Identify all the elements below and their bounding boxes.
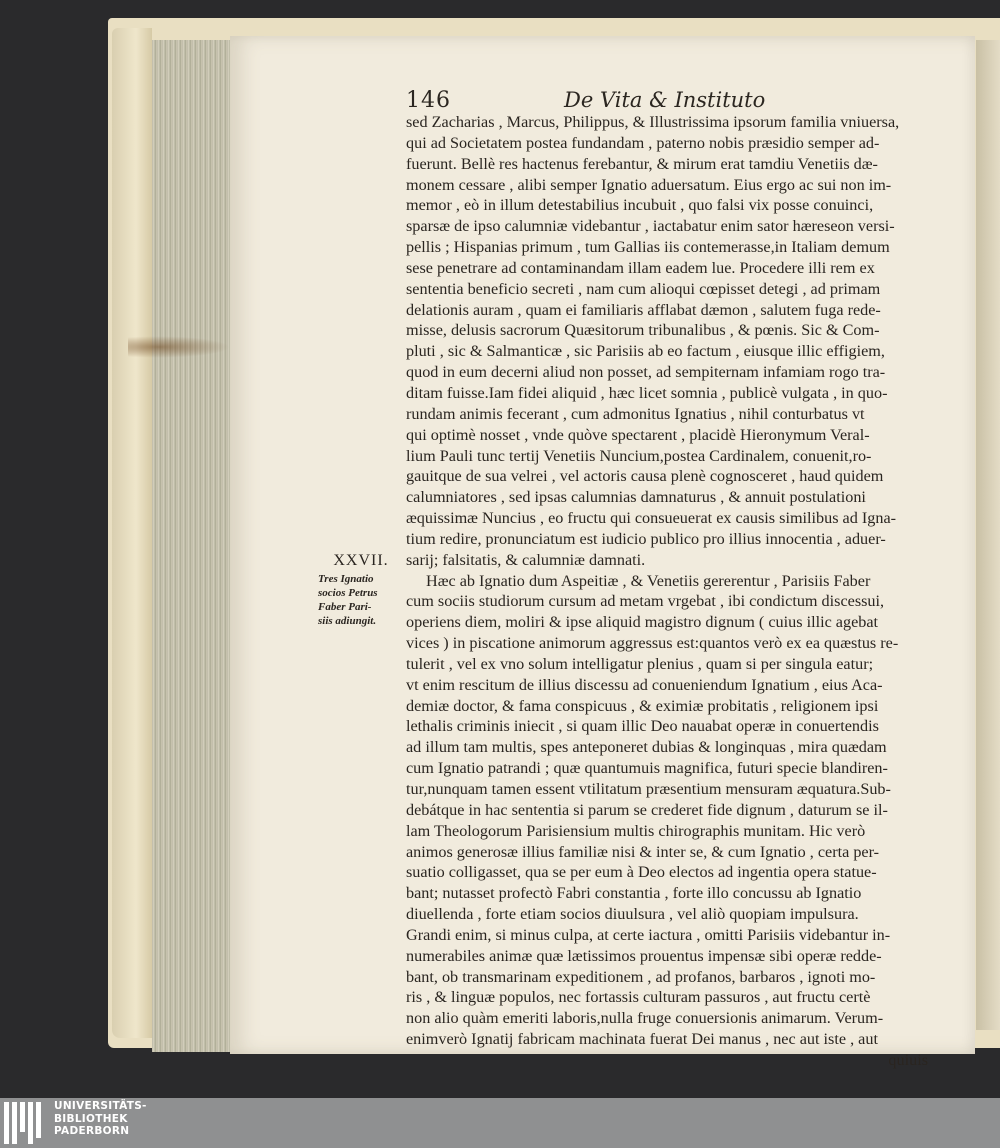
text-line: debátque in hac sententia si parum se crederet fide dignum , daturum se il-: [406, 800, 888, 819]
text-line: operiens diem, moliri & ipse aliquid magistro dignum ( cuius illic agebat: [406, 613, 879, 632]
text-line: bant, ob transmarinam expeditionem , ad profanos, barbaros , ignoti mo-: [406, 967, 876, 986]
text-line: tium redire, pronunciatum est iudicio publico pro illius innocentia , aduer-: [406, 529, 886, 548]
text-line: cum Ignatio patrandi ; quæ quantumuis magnifica, futuri specie blandiren-: [406, 759, 888, 778]
text-line: enimverò Ignatij fabricam machinata fuerat Dei manus , nec aut iste , aut: [406, 1030, 878, 1049]
text-line: misse, delusis sacrorum Quæsitorum tribunalibus , & pœnis. Sic & Com-: [406, 321, 880, 340]
text-line: sarij; falsitatis, & calumniæ damnati.: [406, 550, 646, 569]
text-line: bant; nutasset profectò Fabri constantia , forte illo concussu ab Ignatio: [406, 884, 862, 903]
text-line: numerabiles animæ quæ lætissimos prouentus impensæ sibi operæ redde-: [406, 946, 882, 965]
text-line: suatio colligasset, qua se per eum à Deo electos ad ingentia opera statue-: [406, 863, 877, 882]
library-logo-line: BIBLIOTHEK: [54, 1112, 128, 1125]
text-line: lam Theologorum Parisiensium multis chirographis munitam. Hic verò: [406, 821, 866, 840]
margin-note-line: siis adiungit.: [318, 615, 377, 627]
body-text: [406, 112, 928, 1071]
text-line: qui ad Societatem postea fundandam , paterno nobis præsidio semper ad-: [406, 133, 880, 152]
library-footer: [0, 1098, 1000, 1148]
text-line: sparsæ de ipso calumniæ videbantur , iactabatur enim sator hæreseon versi-: [406, 217, 895, 236]
library-logo-line: PADERBORN: [54, 1125, 130, 1137]
catchword: quiuis: [888, 1050, 928, 1069]
text-line: cum sociis studiorum cursum ad metam vrgebat , ibi condictum discessui,: [406, 592, 885, 611]
page-stain: [128, 336, 230, 358]
text-line: fuerunt. Bellè res hactenus ferebantur, & mirum erat tamdiu Venetiis dæ-: [406, 154, 878, 173]
page-number: 146: [406, 88, 451, 113]
text-line: monem cessare , alibi semper Ignatio aduersatum. Eius ergo ac sui non im-: [406, 175, 892, 194]
text-line: calumniatores , sed ipsas calumnias damnaturus , & annuit postulationi: [406, 488, 866, 507]
text-line: pellis ; Hispanias primum , tum Gallias iis contemerasse,in Italiam demum: [406, 238, 890, 257]
text-line: ad illum tam multis, spes anteponeret dubias & longinquas , mira quædam: [406, 738, 887, 757]
text-line: sed Zacharias , Marcus, Philippus, & Illustrissima ipsorum familia vniuersa,: [406, 113, 900, 131]
text-line: pluti , sic & Salmanticæ , sic Parisiis ab eo factum , eiusque illic effigiem,: [406, 342, 885, 361]
text-line: qui optimè nosset , vnde quòve spectarent , placidè Hieronymum Veral-: [406, 425, 870, 444]
vellum-cover-edge: [112, 28, 152, 1038]
text-line: delationis auram , quam ei familiaris afflabat dæmon , salutem fuga rede-: [406, 300, 881, 319]
margin-note: [318, 552, 404, 628]
text-line: diuellenda , forte etiam socios diuulsura , vel aliò quopiam impulsura.: [406, 905, 859, 924]
text-line: quod in eum decerni aliud non posset, ad sempiternam infamiam rogo tra-: [406, 363, 886, 382]
text-line: ditam fuisse.Iam fidei aliquid , hæc licet somnia , publicè vulgata , in quo-: [406, 383, 888, 402]
text-line: tur,nunquam tamen essent vtilitatum præsentium mensuram æquatura.Sub-: [406, 780, 891, 798]
text-line: Grandi enim, si minus culpa, at certe iactura , omitti Parisiis videbantur in-: [406, 925, 891, 944]
text-line: lium Pauli tunc tertij Venetiis Nuncium,postea Cardinalem, conuenit,ro-: [406, 446, 872, 465]
margin-note-line: socios Petrus: [318, 587, 378, 599]
text-line: tulerit , vel ex vno solum intelligatur plenius , quam si per singula eatur;: [406, 654, 874, 673]
library-logo-text: [54, 1100, 147, 1138]
text-line: animos generosæ illius familiæ nisi & inter se, & cum Ignatio , certa per-: [406, 842, 880, 861]
text-line: vt enim rescitum de illius discessu ad conueniendum Ignatium , eius Aca-: [406, 675, 883, 694]
text-line: sententia beneficio secreti , nam cum alioqui cœpisset detegi , ad primam: [406, 279, 881, 298]
text-line: Hæc ab Ignatio dum Aspeitiæ , & Venetiis gererentur , Parisiis Faber: [426, 571, 871, 590]
text-line: demiæ doctor, & fama conspicuus , & eximiæ probitatis , religionem ipsi: [406, 696, 879, 715]
text-line: vices ) in piscatione animorum aggressus est:quantos verò ex ea quæstus re-: [406, 634, 899, 653]
text-line: lethalis criminis iniecit , si quam illic Deo nauabat operæ in conuertendis: [406, 717, 879, 736]
text-line: ris , & linguæ populos, nec fortassis culturam passuros , aut fructu certè: [406, 988, 871, 1007]
text-line: rundam animis fecerant , cum admonitus Ignatius , nihil conturbatus vt: [406, 404, 865, 423]
library-logo-line: UNIVERSITÄTS-: [54, 1100, 147, 1112]
text-line: gauitque de sua velrei , vel actoris causa plenè cognosceret , haud quidem: [406, 467, 884, 486]
text-line: sese penetrare ad contaminandam illam eadem lue. Procedere illi rem ex: [406, 258, 875, 277]
text-line: æquissimæ Nuncius , eo fructu qui consueuerat ex causis similibus ad Igna-: [406, 509, 897, 528]
margin-note-number: XXVII.: [333, 552, 389, 569]
text-line: memor , eò in illum detestabilius incubuit , quo falsi vix posse conuinci,: [406, 196, 874, 215]
page-edges: [152, 40, 238, 1052]
text-line: non alio quàm emeriti laboris,nulla fruge conuersionis animarum. Verum-: [406, 1009, 884, 1028]
margin-note-line: Tres Ignatio: [318, 573, 374, 585]
running-title: De Vita & Instituto: [564, 88, 766, 112]
facing-page-edge: [976, 40, 1000, 1030]
margin-note-line: Faber Pari-: [318, 601, 372, 613]
library-logo-icon: [4, 1102, 50, 1144]
